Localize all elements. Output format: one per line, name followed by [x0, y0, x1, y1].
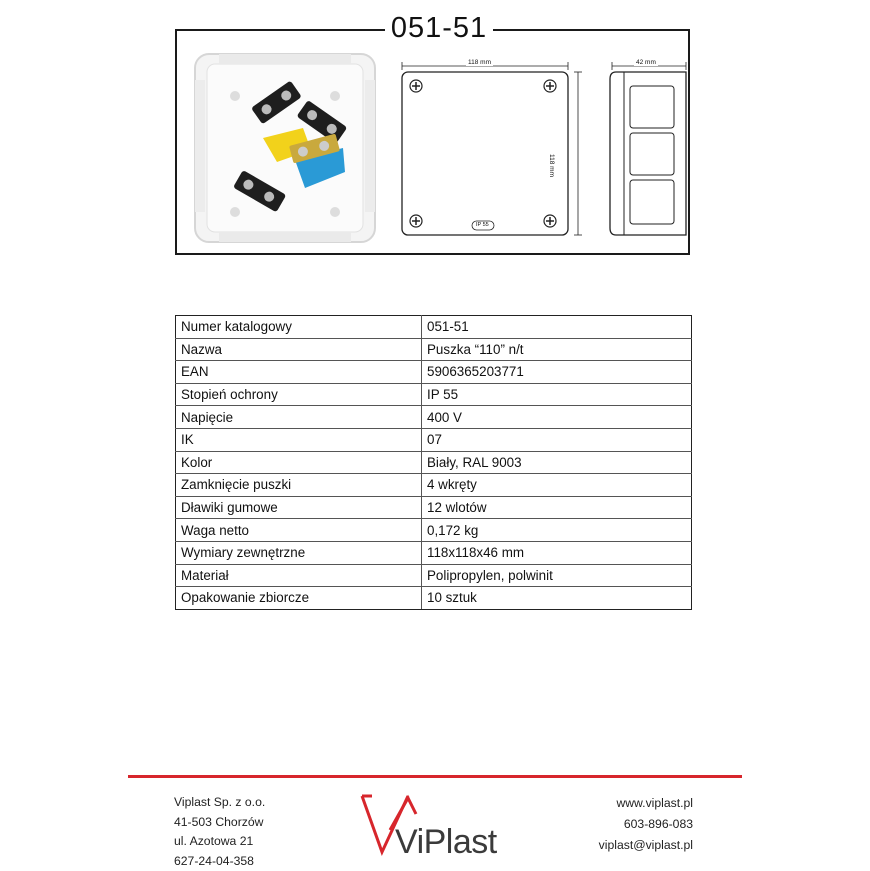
table-row — [176, 361, 692, 384]
spec-key: Kolor — [176, 451, 422, 474]
spec-value: IP 55 — [422, 383, 692, 406]
spec-key: IK — [176, 428, 422, 451]
company-city: 41-503 Chorzów — [174, 813, 265, 833]
spec-key: Numer katalogowy — [176, 316, 422, 339]
table-row — [176, 316, 692, 339]
table-row — [176, 428, 692, 451]
table-row — [176, 338, 692, 361]
spec-key: Zamknięcie puszki — [176, 474, 422, 497]
product-photo — [193, 50, 377, 244]
table-row — [176, 406, 692, 429]
spec-key: Napięcie — [176, 406, 422, 429]
spec-key: Wymiary zewnętrzne — [176, 541, 422, 564]
table-row — [176, 587, 692, 610]
table-row — [176, 564, 692, 587]
table-row — [176, 383, 692, 406]
spec-value: Polipropylen, polwinit — [422, 564, 692, 587]
website-link[interactable]: www.viplast.pl — [599, 793, 693, 814]
footer-divider — [128, 775, 742, 778]
spec-value: 400 V — [422, 406, 692, 429]
spec-key: Waga netto — [176, 519, 422, 542]
phone-number: 603-896-083 — [599, 814, 693, 835]
table-row — [176, 541, 692, 564]
spec-key: Materiał — [176, 564, 422, 587]
company-nip: 627-24-04-358 — [174, 852, 265, 871]
spec-value: Puszka “110” n/t — [422, 338, 692, 361]
spec-value: 5906365203771 — [422, 361, 692, 384]
side-view-drawing — [600, 56, 690, 242]
spec-key: Stopień ochrony — [176, 383, 422, 406]
spec-value: Biały, RAL 9003 — [422, 451, 692, 474]
width-dimension-label: 118 mm — [466, 59, 493, 66]
spec-value: 12 wlotów — [422, 496, 692, 519]
front-view-drawing — [398, 56, 588, 242]
table-row — [176, 451, 692, 474]
spec-value: 07 — [422, 428, 692, 451]
company-name: Viplast Sp. z o.o. — [174, 793, 265, 813]
depth-dimension-label: 42 mm — [634, 59, 658, 66]
spec-key: Nazwa — [176, 338, 422, 361]
spec-value: 0,172 kg — [422, 519, 692, 542]
email-link[interactable]: viplast@viplast.pl — [599, 835, 693, 856]
spec-key: EAN — [176, 361, 422, 384]
company-contact — [599, 793, 693, 856]
ip-rating-label: IP 55 — [476, 222, 489, 228]
spec-value: 118x118x46 mm — [422, 541, 692, 564]
spec-key: Dławiki gumowe — [176, 496, 422, 519]
table-row — [176, 519, 692, 542]
table-row — [176, 474, 692, 497]
height-dimension-label: 118 mm — [548, 152, 555, 179]
page-title: 051-51 — [385, 10, 493, 46]
company-address — [174, 793, 265, 871]
company-street: ul. Azotowa 21 — [174, 832, 265, 852]
table-row — [176, 496, 692, 519]
spec-value: 10 sztuk — [422, 587, 692, 610]
spec-value: 051-51 — [422, 316, 692, 339]
spec-table — [175, 315, 692, 610]
logo-text: ViPlast — [395, 822, 497, 862]
spec-value: 4 wkręty — [422, 474, 692, 497]
spec-key: Opakowanie zbiorcze — [176, 587, 422, 610]
